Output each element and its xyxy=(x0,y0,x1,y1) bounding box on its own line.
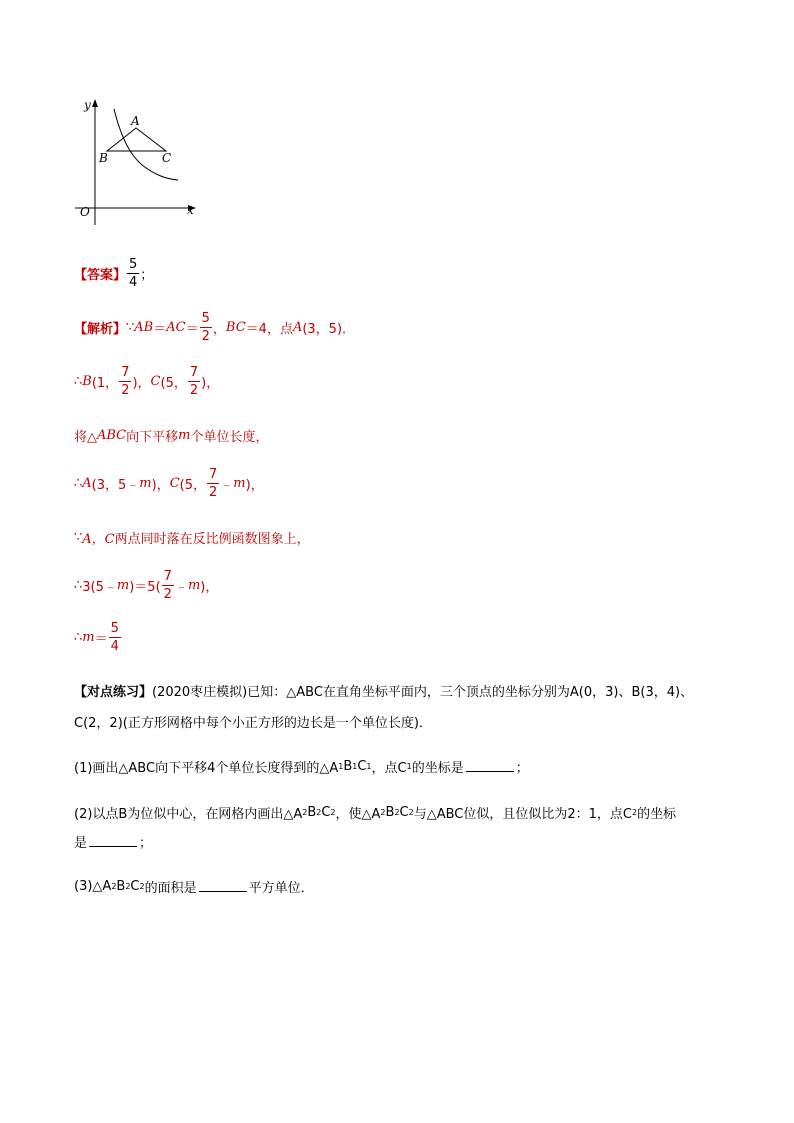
q2-c2: C xyxy=(399,805,409,820)
label-x: x xyxy=(187,203,194,217)
result-numerator: 5 xyxy=(110,621,119,636)
new-point-c: C xyxy=(169,476,180,491)
label-c: C xyxy=(162,151,172,165)
q2-sub-b: 2 xyxy=(316,808,322,817)
b-post: )， xyxy=(132,376,151,391)
equals-1: ＝ xyxy=(153,322,167,337)
point-a: A xyxy=(292,320,303,335)
q1-answer-blank[interactable] xyxy=(466,761,514,772)
q3-sub-c: 2 xyxy=(139,882,145,891)
q3-mid: 的面积是 xyxy=(144,881,197,896)
q2-pre: (2)以点B为位似中心，在网格内画出△A xyxy=(74,807,303,822)
shift-post: 个单位长度， xyxy=(190,430,269,445)
equation-line xyxy=(74,570,218,601)
q3-answer-blank[interactable] xyxy=(199,881,247,892)
q1-sub-b: 1 xyxy=(352,762,358,771)
c-denominator: 2 xyxy=(189,383,199,398)
triangle-abc xyxy=(107,128,166,151)
practice-text-1: (2020枣庄模拟)已知：△ABC在直角坐标平面内，三个顶点的坐标分别为A(0，3)、B(3，4)、 xyxy=(152,685,694,700)
eq-minus: ﹣ xyxy=(174,580,188,595)
q3-pre: (3)△A xyxy=(74,879,112,894)
q1-mid: ，点C xyxy=(371,761,407,776)
question-2 xyxy=(74,803,676,822)
q2-line2-end: ； xyxy=(139,836,153,851)
q2-sub-c2: 2 xyxy=(408,808,414,817)
result-fraction xyxy=(109,622,121,653)
analysis-numerator: 5 xyxy=(201,311,210,326)
q3-post: 平方单位． xyxy=(248,881,314,896)
analysis-denominator: 2 xyxy=(201,329,210,344)
new-c-denominator: 2 xyxy=(209,485,218,500)
answer-tag: 【答案】 xyxy=(74,268,127,283)
q2-sub-a2: 2 xyxy=(380,808,386,817)
bc-coords-line xyxy=(74,366,219,397)
new-c-m: m xyxy=(233,476,246,491)
shift-pre: 将△ xyxy=(74,430,97,445)
q2-b: B xyxy=(307,805,317,820)
q1-sub-c2: 1 xyxy=(406,762,412,771)
question-1 xyxy=(74,757,529,776)
equals-2: ＝ xyxy=(185,322,199,337)
because-symbol: ∵ xyxy=(126,320,135,335)
since-ac: A，C xyxy=(82,532,115,547)
q1-b: B xyxy=(343,759,353,774)
therefore-symbol-2: ∴ xyxy=(74,476,83,491)
q2-end: 的坐标 xyxy=(637,807,677,822)
because-symbol-2: ∵ xyxy=(74,530,83,545)
point-b: B xyxy=(82,374,92,389)
question-2-line-2 xyxy=(74,832,152,851)
b-fraction xyxy=(119,366,131,397)
eq-post: )， xyxy=(200,580,219,595)
q1-sub-a: 1 xyxy=(338,762,344,771)
shift-mid: 向下平移 xyxy=(126,430,179,445)
answer-numerator: 5 xyxy=(129,257,138,272)
q2-sub-b2: 2 xyxy=(394,808,400,817)
shift-abc: ABC xyxy=(97,428,127,443)
new-c-minus: ﹣ xyxy=(220,478,234,493)
eq-numerator: 7 xyxy=(163,569,172,584)
point-c: C xyxy=(150,374,161,389)
q1-c: C xyxy=(357,759,367,774)
b-pre: (1， xyxy=(91,376,119,391)
new-point-a: A xyxy=(82,476,92,491)
eq-denominator: 2 xyxy=(163,587,172,602)
practice-tag: 【对点练习】 xyxy=(74,685,153,700)
q2-b2: B xyxy=(385,805,395,820)
point-a-coord: (3，5)． xyxy=(302,322,356,337)
c-pre: (5， xyxy=(160,376,187,391)
q2-post: 与△ABC位似，且位似比为2：1，点C xyxy=(413,807,632,822)
label-y: y xyxy=(84,98,91,112)
q2-sub-c: 2 xyxy=(330,808,336,817)
answer-line xyxy=(74,258,153,289)
q2-sub-c3: 2 xyxy=(631,808,638,817)
practice-text-2: C(2，2)(正方形网格中每个小正方形的边长是一个单位长度)． xyxy=(74,716,432,731)
new-a-m: m xyxy=(139,476,152,491)
therefore-symbol-4: ∴ xyxy=(74,630,83,645)
new-c-post: )， xyxy=(245,478,264,493)
answer-suffix: ； xyxy=(140,268,154,283)
segment-ab: AB xyxy=(134,320,154,335)
analysis-line xyxy=(74,312,355,343)
new-c-fraction xyxy=(207,468,219,499)
segment-ac: AC xyxy=(166,320,186,335)
segment-bc: BC xyxy=(225,320,246,335)
practice-line-1 xyxy=(74,681,693,700)
new-coords-line xyxy=(74,468,264,499)
q2-line2-pre: 是 xyxy=(74,836,88,851)
y-axis-arrow xyxy=(92,99,98,107)
q3-b: B xyxy=(116,879,126,894)
new-a-coord-post: )， xyxy=(151,478,170,493)
q1-post: 的坐标是 xyxy=(411,761,464,776)
result-denominator: 4 xyxy=(110,639,119,654)
since-text: 两点同时落在反比例函数图象上， xyxy=(114,532,310,547)
answer-denominator: 4 xyxy=(129,275,138,290)
new-a-coord-pre: (3，5﹣ xyxy=(91,478,140,493)
result-line xyxy=(74,622,122,653)
new-c-pre: (5， xyxy=(179,478,206,493)
q3-sub-b: 2 xyxy=(125,882,131,891)
analysis-fraction xyxy=(200,312,212,343)
q2-c: C xyxy=(321,805,331,820)
new-c-numerator: 7 xyxy=(209,467,218,482)
label-origin: O xyxy=(80,205,90,219)
inverse-function-curve xyxy=(114,109,178,180)
comma: ， xyxy=(212,322,226,337)
shift-line xyxy=(74,426,269,445)
q1-end: ； xyxy=(515,761,529,776)
c-post: )， xyxy=(201,376,220,391)
result-eq: ＝ xyxy=(94,632,108,647)
therefore-symbol-3: ∴ xyxy=(74,578,83,593)
result-m: m xyxy=(82,630,95,645)
answer-fraction xyxy=(127,258,139,289)
b-numerator: 7 xyxy=(121,365,130,380)
bc-value: ＝4，点 xyxy=(245,322,293,337)
q2-sub-a: 2 xyxy=(302,808,308,817)
practice-line-2 xyxy=(74,712,432,731)
question-3 xyxy=(74,877,314,896)
eq-mid: )＝5( xyxy=(129,580,161,595)
c-fraction xyxy=(188,366,200,397)
q1-sub-c: 1 xyxy=(366,762,372,771)
eq-m1: m xyxy=(116,578,130,593)
label-a: A xyxy=(131,114,140,128)
q1-pre: (1)画出△ABC向下平移4个单位长度得到的△A xyxy=(74,761,339,776)
therefore-symbol: ∴ xyxy=(74,374,83,389)
q3-c: C xyxy=(130,879,140,894)
eq-m2: m xyxy=(187,578,201,593)
c-numerator: 7 xyxy=(189,365,199,380)
since-line xyxy=(74,528,310,547)
eq-pre: 3(5﹣ xyxy=(82,580,117,595)
label-b: B xyxy=(99,151,108,165)
shift-m: m xyxy=(178,428,191,443)
analysis-tag: 【解析】 xyxy=(74,322,127,337)
q2-answer-blank[interactable] xyxy=(89,836,137,847)
coordinate-figure xyxy=(70,95,200,230)
q3-sub-a: 2 xyxy=(111,882,117,891)
q2-mid: ，使△A xyxy=(335,807,381,822)
b-denominator: 2 xyxy=(121,383,130,398)
eq-fraction xyxy=(162,570,174,601)
